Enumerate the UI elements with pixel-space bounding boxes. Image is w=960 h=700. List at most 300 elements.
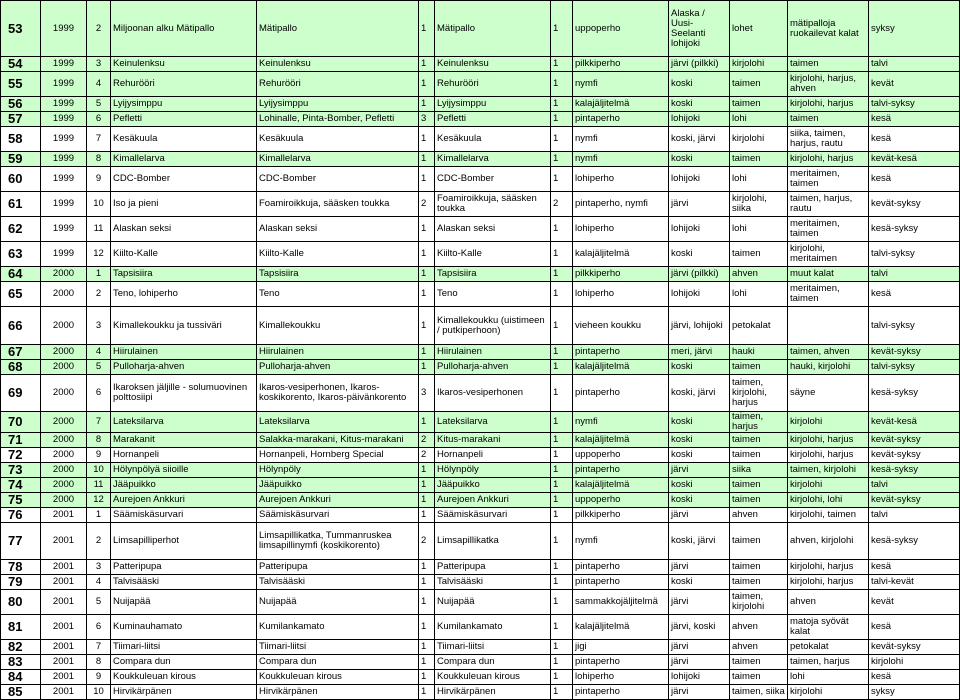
- cell-featured-fly: Foamiroikkuja, sääsken toukka: [435, 192, 551, 217]
- cell-article-title: Hiirulainen: [111, 345, 257, 360]
- cell-row-number: 80: [1, 590, 41, 615]
- table-row: [1, 433, 960, 448]
- cell-featured-count: 1: [551, 615, 573, 640]
- cell-water-type: koski: [669, 152, 730, 167]
- cell-other-fish: kirjolohi, harjus: [788, 97, 869, 112]
- cell-year: 2000: [41, 282, 87, 307]
- cell-fly-type: pintaperho: [573, 375, 669, 412]
- cell-target-fish: lohet: [730, 1, 788, 57]
- cell-water-type: järvi: [669, 560, 730, 575]
- cell-featured-count: 1: [551, 655, 573, 670]
- cell-water-type: järvi (pilkki): [669, 267, 730, 282]
- cell-season: kevät: [869, 590, 960, 615]
- cell-featured-fly: Mätipallo: [435, 1, 551, 57]
- cell-target-fish: taimen, harjus: [730, 412, 788, 433]
- cell-season: talvi-syksy: [869, 97, 960, 112]
- cell-issue: 7: [87, 127, 111, 152]
- table-row: [1, 97, 960, 112]
- cell-article-title: Limsapilliperhot: [111, 523, 257, 560]
- cell-fly-count: 1: [419, 360, 435, 375]
- cell-issue: 3: [87, 307, 111, 345]
- cell-featured-count: 1: [551, 523, 573, 560]
- cell-article-title: Compara dun: [111, 655, 257, 670]
- cell-target-fish: taimen: [730, 655, 788, 670]
- cell-row-number: 82: [1, 640, 41, 655]
- cell-row-number: 81: [1, 615, 41, 640]
- cell-water-type: lohijoki: [669, 112, 730, 127]
- cell-other-fish: kirjolohi: [788, 478, 869, 493]
- cell-season: talvi: [869, 508, 960, 523]
- cell-year: 1999: [41, 57, 87, 72]
- cell-fly-names: Tapsisiira: [257, 267, 419, 282]
- cell-fly-count: 1: [419, 282, 435, 307]
- cell-featured-fly: Kesäkuula: [435, 127, 551, 152]
- cell-fly-type: nymfi: [573, 127, 669, 152]
- cell-article-title: Hornanpeli: [111, 448, 257, 463]
- cell-season: kevät-kesä: [869, 152, 960, 167]
- cell-row-number: 74: [1, 478, 41, 493]
- cell-fly-count: 2: [419, 192, 435, 217]
- cell-issue: 9: [87, 167, 111, 192]
- cell-row-number: 78: [1, 560, 41, 575]
- cell-target-fish: taimen: [730, 670, 788, 685]
- cell-featured-count: 1: [551, 412, 573, 433]
- cell-year: 2000: [41, 433, 87, 448]
- cell-issue: 10: [87, 685, 111, 700]
- cell-article-title: Säämiskäsurvari: [111, 508, 257, 523]
- cell-season: talvi: [869, 57, 960, 72]
- cell-other-fish: muut kalat: [788, 267, 869, 282]
- cell-year: 2001: [41, 640, 87, 655]
- cell-target-fish: siika: [730, 463, 788, 478]
- cell-fly-count: 1: [419, 575, 435, 590]
- cell-year: 1999: [41, 97, 87, 112]
- cell-fly-count: 3: [419, 375, 435, 412]
- cell-fly-count: 1: [419, 152, 435, 167]
- cell-article-title: Marakanit: [111, 433, 257, 448]
- cell-fly-count: 2: [419, 433, 435, 448]
- cell-featured-count: 1: [551, 72, 573, 97]
- cell-other-fish: mätipalloja ruokailevat kalat: [788, 1, 869, 57]
- cell-season: kesä-syksy: [869, 217, 960, 242]
- table-row: [1, 575, 960, 590]
- cell-featured-count: 1: [551, 433, 573, 448]
- cell-featured-count: 1: [551, 242, 573, 267]
- cell-season: kesä-syksy: [869, 463, 960, 478]
- cell-fly-count: 1: [419, 670, 435, 685]
- cell-fly-type: kalajäljitelmä: [573, 97, 669, 112]
- cell-year: 1999: [41, 127, 87, 152]
- cell-year: 2001: [41, 523, 87, 560]
- cell-featured-fly: Patteripupa: [435, 560, 551, 575]
- cell-season: kesä-syksy: [869, 375, 960, 412]
- cell-row-number: 62: [1, 217, 41, 242]
- cell-water-type: järvi: [669, 508, 730, 523]
- cell-fly-count: 1: [419, 478, 435, 493]
- cell-row-number: 85: [1, 685, 41, 700]
- cell-featured-fly: Säämiskäsurvari: [435, 508, 551, 523]
- cell-article-title: Kimallelarva: [111, 152, 257, 167]
- cell-featured-fly: Kumilankamato: [435, 615, 551, 640]
- cell-fly-names: Kimallekoukku: [257, 307, 419, 345]
- cell-fly-type: kalajäljitelmä: [573, 360, 669, 375]
- cell-water-type: koski: [669, 433, 730, 448]
- cell-fly-count: 1: [419, 508, 435, 523]
- cell-featured-fly: Kimallelarva: [435, 152, 551, 167]
- cell-featured-count: 1: [551, 57, 573, 72]
- cell-row-number: 63: [1, 242, 41, 267]
- cell-water-type: lohijoki: [669, 217, 730, 242]
- cell-year: 2001: [41, 508, 87, 523]
- cell-article-title: Lyijysimppu: [111, 97, 257, 112]
- cell-fly-count: 1: [419, 127, 435, 152]
- cell-fly-count: 2: [419, 523, 435, 560]
- cell-issue: 8: [87, 655, 111, 670]
- cell-target-fish: taimen: [730, 72, 788, 97]
- cell-fly-count: 1: [419, 685, 435, 700]
- table-row: [1, 463, 960, 478]
- cell-featured-count: 1: [551, 478, 573, 493]
- cell-issue: 1: [87, 267, 111, 282]
- cell-fly-count: 1: [419, 217, 435, 242]
- cell-fly-count: 1: [419, 267, 435, 282]
- cell-target-fish: taimen, siika: [730, 685, 788, 700]
- cell-year: 2001: [41, 615, 87, 640]
- cell-issue: 9: [87, 670, 111, 685]
- cell-target-fish: taimen: [730, 560, 788, 575]
- cell-row-number: 72: [1, 448, 41, 463]
- cell-water-type: järvi: [669, 655, 730, 670]
- cell-featured-count: 1: [551, 217, 573, 242]
- cell-featured-count: 1: [551, 152, 573, 167]
- table-row: [1, 670, 960, 685]
- cell-row-number: 71: [1, 433, 41, 448]
- table-row: [1, 508, 960, 523]
- cell-issue: 6: [87, 615, 111, 640]
- cell-water-type: lohijoki: [669, 670, 730, 685]
- cell-issue: 6: [87, 375, 111, 412]
- cell-fly-names: Talvisääski: [257, 575, 419, 590]
- cell-fly-type: pilkkiperho: [573, 508, 669, 523]
- cell-featured-fly: Koukkuleuan kirous: [435, 670, 551, 685]
- cell-fly-count: 1: [419, 655, 435, 670]
- cell-other-fish: kirjolohi, harjus: [788, 560, 869, 575]
- cell-other-fish: ahven, kirjolohi: [788, 523, 869, 560]
- cell-featured-count: 1: [551, 463, 573, 478]
- cell-issue: 12: [87, 493, 111, 508]
- cell-fly-names: Aurejoen Ankkuri: [257, 493, 419, 508]
- cell-target-fish: taimen: [730, 575, 788, 590]
- cell-fly-names: Rehurööri: [257, 72, 419, 97]
- cell-featured-fly: Lyijysimppu: [435, 97, 551, 112]
- cell-row-number: 60: [1, 167, 41, 192]
- cell-fly-names: Hornanpeli, Hornberg Special: [257, 448, 419, 463]
- cell-fly-count: 1: [419, 640, 435, 655]
- cell-target-fish: taimen: [730, 448, 788, 463]
- cell-fly-names: Mätipallo: [257, 1, 419, 57]
- cell-featured-fly: Lateksilarva: [435, 412, 551, 433]
- cell-season: kevät: [869, 72, 960, 97]
- cell-featured-count: 1: [551, 267, 573, 282]
- cell-featured-fly: Ikaros-vesiperhonen: [435, 375, 551, 412]
- cell-fly-count: 1: [419, 463, 435, 478]
- table-row: [1, 493, 960, 508]
- cell-issue: 10: [87, 192, 111, 217]
- cell-fly-count: 1: [419, 57, 435, 72]
- cell-featured-count: 1: [551, 640, 573, 655]
- cell-year: 2001: [41, 590, 87, 615]
- cell-article-title: Hirvikärpänen: [111, 685, 257, 700]
- cell-fly-names: Kiilto-Kalle: [257, 242, 419, 267]
- cell-year: 2000: [41, 493, 87, 508]
- cell-fly-names: Patteripupa: [257, 560, 419, 575]
- cell-fly-names: Limsapillikatka, Tummanruskea limsapillinymfi (koskikorento): [257, 523, 419, 560]
- cell-water-type: koski: [669, 493, 730, 508]
- cell-year: 2001: [41, 670, 87, 685]
- cell-fly-type: nymfi: [573, 523, 669, 560]
- cell-water-type: järvi (pilkki): [669, 57, 730, 72]
- cell-other-fish: kirjolohi: [788, 685, 869, 700]
- cell-featured-fly: Hiirulainen: [435, 345, 551, 360]
- cell-fly-names: Compara dun: [257, 655, 419, 670]
- cell-target-fish: taimen: [730, 360, 788, 375]
- cell-featured-fly: Kitus-marakani: [435, 433, 551, 448]
- cell-season: kevät-syksy: [869, 192, 960, 217]
- cell-row-number: 77: [1, 523, 41, 560]
- cell-article-title: Kesäkuula: [111, 127, 257, 152]
- cell-row-number: 84: [1, 670, 41, 685]
- cell-season: kevät-syksy: [869, 493, 960, 508]
- cell-fly-count: 1: [419, 615, 435, 640]
- cell-article-title: Lateksilarva: [111, 412, 257, 433]
- cell-water-type: Alaska / Uusi-Seelanti lohijoki: [669, 1, 730, 57]
- cell-featured-fly: Kiilto-Kalle: [435, 242, 551, 267]
- cell-fly-type: pintaperho: [573, 112, 669, 127]
- cell-row-number: 73: [1, 463, 41, 478]
- cell-row-number: 61: [1, 192, 41, 217]
- cell-water-type: järvi, lohijoki: [669, 307, 730, 345]
- cell-issue: 5: [87, 360, 111, 375]
- table-row: [1, 685, 960, 700]
- cell-fly-type: uppoperho: [573, 493, 669, 508]
- cell-season: talvi-syksy: [869, 242, 960, 267]
- cell-featured-fly: Hölynpöly: [435, 463, 551, 478]
- cell-fly-count: 1: [419, 167, 435, 192]
- cell-year: 2000: [41, 307, 87, 345]
- cell-featured-fly: Keinulenksu: [435, 57, 551, 72]
- cell-fly-names: Nuijapää: [257, 590, 419, 615]
- cell-featured-fly: Nuijapää: [435, 590, 551, 615]
- cell-fly-type: jigi: [573, 640, 669, 655]
- cell-water-type: lohijoki: [669, 167, 730, 192]
- cell-issue: 11: [87, 478, 111, 493]
- cell-season: kesä: [869, 670, 960, 685]
- cell-year: 1999: [41, 167, 87, 192]
- cell-season: kevät-syksy: [869, 345, 960, 360]
- table-row: [1, 217, 960, 242]
- cell-fly-type: nymfi: [573, 152, 669, 167]
- cell-row-number: 76: [1, 508, 41, 523]
- cell-row-number: 56: [1, 97, 41, 112]
- cell-fly-type: pintaperho: [573, 655, 669, 670]
- cell-featured-count: 1: [551, 375, 573, 412]
- cell-fly-names: Lohinalle, Pinta-Bomber, Pefletti: [257, 112, 419, 127]
- cell-fly-count: 2: [419, 448, 435, 463]
- cell-year: 2001: [41, 655, 87, 670]
- cell-year: 2001: [41, 575, 87, 590]
- cell-season: kirjolohi: [869, 655, 960, 670]
- cell-featured-fly: Jääpuikko: [435, 478, 551, 493]
- cell-row-number: 53: [1, 1, 41, 57]
- cell-fly-names: Tiimari-liitsi: [257, 640, 419, 655]
- cell-water-type: koski: [669, 478, 730, 493]
- cell-featured-count: 1: [551, 307, 573, 345]
- cell-fly-count: 1: [419, 560, 435, 575]
- cell-other-fish: [788, 307, 869, 345]
- cell-other-fish: meritaimen, taimen: [788, 282, 869, 307]
- cell-target-fish: taimen: [730, 242, 788, 267]
- cell-other-fish: säyne: [788, 375, 869, 412]
- cell-fly-names: Lateksilarva: [257, 412, 419, 433]
- cell-featured-fly: Compara dun: [435, 655, 551, 670]
- cell-fly-names: Lyijysimppu: [257, 97, 419, 112]
- table-row: [1, 360, 960, 375]
- cell-target-fish: kirjolohi: [730, 127, 788, 152]
- cell-fly-type: pintaperho: [573, 575, 669, 590]
- cell-year: 1999: [41, 152, 87, 167]
- cell-other-fish: ahven: [788, 590, 869, 615]
- cell-season: kesä: [869, 167, 960, 192]
- cell-target-fish: taimen: [730, 523, 788, 560]
- cell-year: 2000: [41, 448, 87, 463]
- cell-target-fish: ahven: [730, 267, 788, 282]
- cell-article-title: Tiimari-liitsi: [111, 640, 257, 655]
- cell-season: talvi: [869, 267, 960, 282]
- cell-water-type: koski, järvi: [669, 523, 730, 560]
- cell-other-fish: taimen: [788, 112, 869, 127]
- table-body: [1, 1, 960, 700]
- cell-featured-count: 1: [551, 560, 573, 575]
- cell-year: 2000: [41, 412, 87, 433]
- cell-year: 2000: [41, 360, 87, 375]
- cell-target-fish: hauki: [730, 345, 788, 360]
- cell-year: 2000: [41, 478, 87, 493]
- cell-water-type: koski, järvi: [669, 375, 730, 412]
- cell-other-fish: matoja syövät kalat: [788, 615, 869, 640]
- table-row: [1, 242, 960, 267]
- cell-fly-names: Hirvikärpänen: [257, 685, 419, 700]
- cell-featured-count: 1: [551, 575, 573, 590]
- cell-fly-count: 1: [419, 493, 435, 508]
- cell-fly-names: Kesäkuula: [257, 127, 419, 152]
- cell-fly-type: pintaperho: [573, 463, 669, 478]
- table-row: [1, 412, 960, 433]
- cell-other-fish: siika, taimen, harjus, rautu: [788, 127, 869, 152]
- cell-water-type: järvi: [669, 590, 730, 615]
- cell-fly-names: Hiirulainen: [257, 345, 419, 360]
- cell-season: kesä: [869, 615, 960, 640]
- cell-fly-type: lohiperho: [573, 282, 669, 307]
- cell-issue: 7: [87, 412, 111, 433]
- cell-target-fish: taimen: [730, 433, 788, 448]
- cell-featured-fly: Hornanpeli: [435, 448, 551, 463]
- cell-featured-count: 1: [551, 493, 573, 508]
- cell-fly-count: 1: [419, 590, 435, 615]
- cell-issue: 8: [87, 152, 111, 167]
- cell-other-fish: taimen, harjus: [788, 655, 869, 670]
- cell-row-number: 68: [1, 360, 41, 375]
- cell-fly-count: 1: [419, 412, 435, 433]
- cell-fly-names: Koukkuleuan kirous: [257, 670, 419, 685]
- table-row: [1, 282, 960, 307]
- cell-water-type: järvi: [669, 192, 730, 217]
- cell-featured-count: 1: [551, 345, 573, 360]
- cell-target-fish: petokalat: [730, 307, 788, 345]
- cell-target-fish: lohi: [730, 112, 788, 127]
- cell-target-fish: taimen: [730, 493, 788, 508]
- cell-other-fish: kirjolohi, harjus: [788, 448, 869, 463]
- cell-fly-count: 3: [419, 112, 435, 127]
- table-row: [1, 152, 960, 167]
- cell-target-fish: ahven: [730, 508, 788, 523]
- cell-season: kesä: [869, 127, 960, 152]
- table-row: [1, 127, 960, 152]
- cell-featured-fly: Hirvikärpänen: [435, 685, 551, 700]
- cell-fly-names: Salakka-marakani, Kitus-marakani: [257, 433, 419, 448]
- cell-year: 2000: [41, 375, 87, 412]
- cell-article-title: Kiilto-Kalle: [111, 242, 257, 267]
- cell-fly-type: pintaperho: [573, 685, 669, 700]
- cell-target-fish: taimen: [730, 478, 788, 493]
- cell-fly-type: nymfi: [573, 412, 669, 433]
- cell-water-type: koski: [669, 360, 730, 375]
- cell-water-type: järvi, koski: [669, 615, 730, 640]
- cell-article-title: Rehuröörі: [111, 72, 257, 97]
- cell-fly-type: uppoperho: [573, 448, 669, 463]
- cell-featured-count: 2: [551, 192, 573, 217]
- cell-other-fish: meritaimen, taimen: [788, 167, 869, 192]
- cell-other-fish: kirjolohi, harjus: [788, 433, 869, 448]
- cell-article-title: Aurejoen Ankkuri: [111, 493, 257, 508]
- cell-fly-names: Teno: [257, 282, 419, 307]
- cell-season: kesä-syksy: [869, 523, 960, 560]
- cell-other-fish: hauki, kirjolohi: [788, 360, 869, 375]
- cell-article-title: Koukkuleuan kirous: [111, 670, 257, 685]
- cell-issue: 3: [87, 560, 111, 575]
- cell-featured-fly: CDC-Bomber: [435, 167, 551, 192]
- cell-fly-names: Alaskan seksi: [257, 217, 419, 242]
- cell-row-number: 58: [1, 127, 41, 152]
- cell-water-type: järvi: [669, 463, 730, 478]
- cell-article-title: Ikaroksen jäljille - solumuovinen polttosiipi: [111, 375, 257, 412]
- cell-issue: 2: [87, 282, 111, 307]
- table-row: [1, 192, 960, 217]
- cell-target-fish: lohi: [730, 282, 788, 307]
- cell-row-number: 59: [1, 152, 41, 167]
- cell-featured-count: 1: [551, 590, 573, 615]
- cell-year: 2000: [41, 463, 87, 478]
- cell-issue: 3: [87, 57, 111, 72]
- cell-season: syksy: [869, 1, 960, 57]
- cell-featured-count: 1: [551, 127, 573, 152]
- table-row: [1, 640, 960, 655]
- cell-fly-count: 1: [419, 307, 435, 345]
- cell-issue: 6: [87, 112, 111, 127]
- table-row: [1, 655, 960, 670]
- cell-featured-fly: Pefletti: [435, 112, 551, 127]
- table-row: [1, 375, 960, 412]
- cell-featured-count: 1: [551, 685, 573, 700]
